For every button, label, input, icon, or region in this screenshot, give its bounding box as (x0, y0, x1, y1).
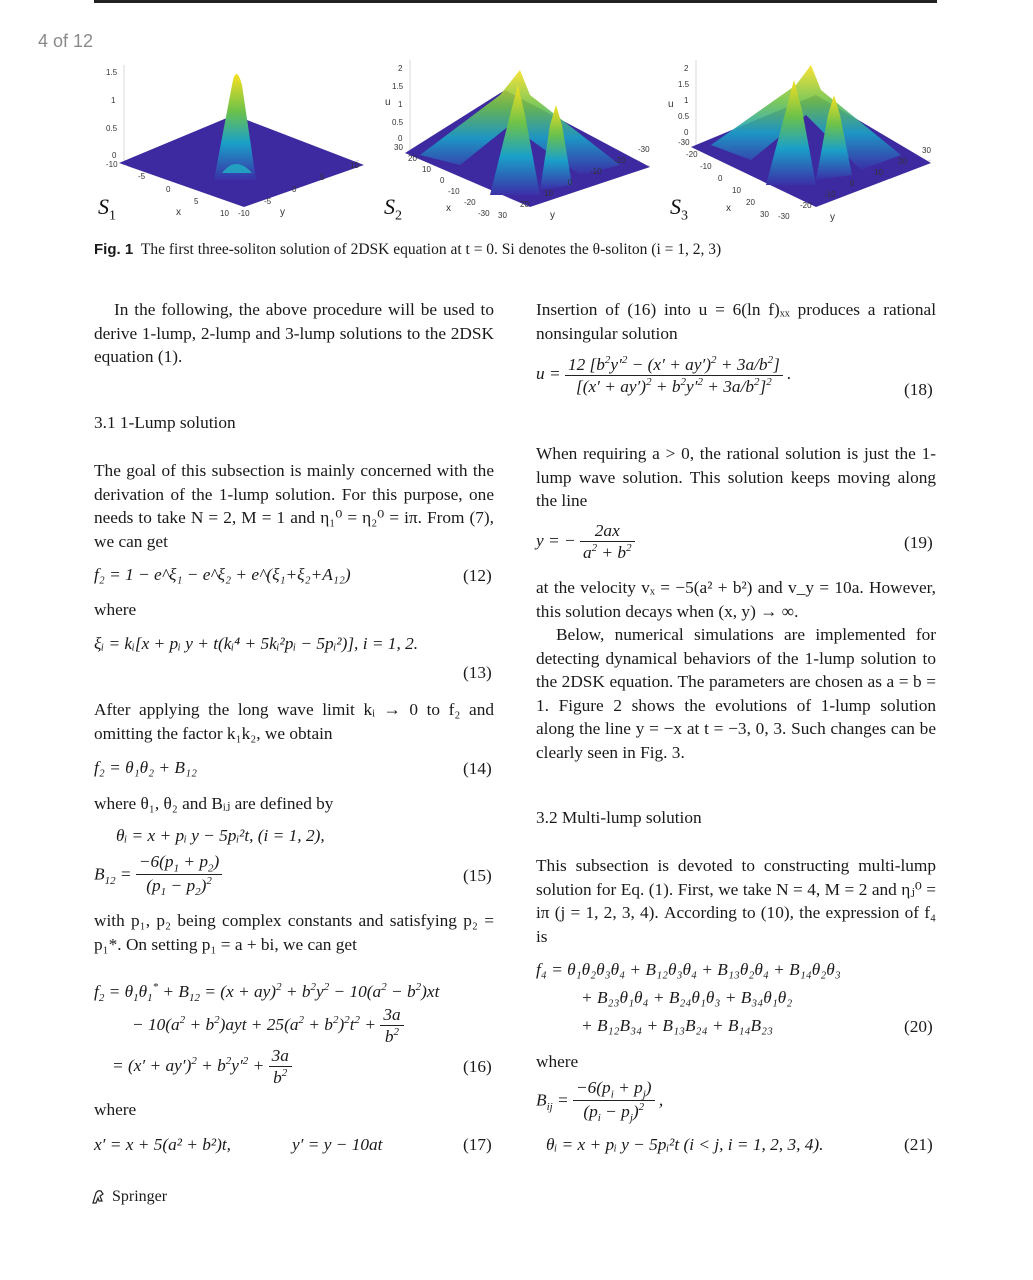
equation-16b: − $10(a^2 + b^2)ayt + 25(a^2 + b^2)^2t^2$ + $\frac{3a}{b^2}$ (132, 1005, 404, 1047)
y-tick: 30 (498, 211, 507, 220)
y-axis-label: y (550, 210, 555, 221)
left-intro: In the following, the above procedure will be used to derive 1-lump, 2-lump and 3-lump solutions to the 2DSK equation (1). (94, 300, 494, 366)
y-tick: 0 (850, 179, 855, 188)
panel-label-s3: $S_3$ (670, 194, 688, 224)
z-axis-label: u (668, 99, 674, 110)
left-para-2: After applying the long wave limit kᵢ → 0 to f₂ and omitting the factor k₁k₂, we obtain (94, 700, 494, 743)
equation-13: ξᵢ = kᵢ[x + pᵢ y + t(kᵢ⁴ + 5kᵢ²pᵢ − 5pᵢ²)], i = 1, 2. (94, 634, 419, 653)
right-para-2: When requiring a > 0, the rational solution is just the 1-lump wave solution. This solution keeps moving along the line (536, 444, 936, 510)
eq-number-18: (18) (904, 380, 933, 399)
where-label-2: where (94, 1100, 137, 1119)
equation-20c: + B₁₂B₃₄ + B₁₃B₂₄ + B₁₄B₂₃ (581, 1016, 774, 1035)
x-tick: 20 (408, 154, 417, 163)
equation-17a: x′ = x + 5(a² + b²)t, (94, 1135, 231, 1154)
z-tick: 1.5 (392, 82, 404, 91)
eq-number-12: (12) (463, 566, 492, 585)
equation-16a: $f_2 = \theta_1\theta_1^* + B_{12} = (x + ay)^2 + b^2y^2 - 10(a^2 - b^2)xt$ (94, 981, 440, 1005)
x-tick: -30 (478, 209, 490, 218)
eq-number-15: (15) (463, 866, 492, 885)
y-tick: 5 (320, 173, 325, 182)
equation-16c: = $(x' + ay')^2 + b^2y'^2$ + $\frac{3a}{b^2}$ (112, 1046, 292, 1088)
publisher-name: Springer (112, 1188, 168, 1205)
section-heading-3-1: 3.1 1-Lump solution (94, 413, 236, 432)
y-tick: -10 (824, 190, 836, 199)
y-tick: -20 (614, 156, 626, 165)
z-axis-label: u (385, 97, 391, 108)
y-tick: 10 (544, 189, 553, 198)
x-tick: 5 (194, 197, 199, 206)
figure-panel-s1 (94, 55, 384, 230)
top-rule (94, 0, 937, 3)
eq-number-19: (19) (904, 533, 933, 552)
equation-20b: + B₂₃θ₁θ₄ + B₂₄θ₁θ₃ + B₃₄θ₁θ₂ (581, 988, 793, 1007)
eq-number-17: (17) (463, 1135, 492, 1154)
z-tick: 1 (111, 96, 116, 105)
x-tick: 10 (220, 209, 229, 218)
springer-horse-icon (90, 1188, 108, 1206)
equation-15b: $B_{12}$ = $\frac{-6(p_1 + p_2)}{(p_1 - p_2)^2}$ (94, 852, 222, 899)
equation-19: y = − $\frac{2ax}{a^2 + b^2}$ (536, 521, 635, 563)
x-tick: -5 (138, 172, 146, 181)
x-tick: 0 (718, 174, 723, 183)
right-para-3: at the velocity vₓ = −5(a² + b²) and v_y = 10a. However, this solution decays when (x, y) → ∞. (536, 578, 936, 621)
z-tick: 1 (684, 96, 689, 105)
right-para-4: Below, numerical simulations are implemented for detecting dynamical behaviors of the 1-lump solution to the 2DSK equation. The parameters are chosen as a = b = 1. Figure 2 shows the evolutions of 1-lump solution along the line y = −x at t = −3, 0, 3. Such changes can be clearly seen in Fig. 3. (536, 625, 936, 762)
y-tick: -10 (238, 209, 250, 218)
publisher-footer (90, 1188, 167, 1206)
y-tick: 20 (520, 200, 529, 209)
where-label: where (94, 600, 137, 619)
z-tick: 0 (112, 151, 117, 160)
z-tick: 2 (398, 64, 403, 73)
right-para-5: This subsection is devoted to constructing multi-lump solution for Eq. (1). First, we take N = 4, M = 2 and ηⱼ⁰ = iπ (j = 1, 2, 3, 4). According to (10), the expression of f₄ is (536, 856, 936, 946)
y-tick: -20 (800, 201, 812, 210)
y-axis-label: y (830, 212, 835, 223)
z-tick: 1.5 (106, 68, 118, 77)
x-tick: 10 (732, 186, 741, 195)
y-tick: -30 (638, 145, 650, 154)
y-tick: 10 (874, 168, 883, 177)
panel-label-s2: $S_2$ (384, 194, 402, 224)
y-tick: -5 (264, 197, 272, 206)
y-tick: -10 (590, 167, 602, 176)
equation-14: f₂ = θ₁θ₂ + B₁₂ (94, 758, 197, 777)
y-tick: 10 (350, 161, 359, 170)
caption-text: The first three-soliton solution of 2DSK equation at t = 0. Si denotes the θ-soliton (i = 1, 2, 3) (140, 241, 722, 258)
z-tick: 1.5 (678, 80, 690, 89)
eq-number-16: (16) (463, 1057, 492, 1076)
z-tick: 0.5 (678, 112, 690, 121)
x-tick: -10 (700, 162, 712, 171)
x-axis-label: x (446, 203, 451, 214)
z-tick: 0 (398, 134, 403, 143)
x-tick: 0 (440, 176, 445, 185)
section-heading-3-2: 3.2 Multi-lump solution (536, 808, 702, 827)
left-para-1: The goal of this subsection is mainly concerned with the derivation of the 1-lump solution. For this purpose, one needs to take N = 2, M = 1 and η₁⁰ = η₂⁰ = iπ. From (7), we can get (94, 461, 494, 551)
right-para-1: Insertion of (16) into u = 6(ln f)ₓₓ produces a rational nonsingular solution (536, 300, 936, 343)
x-tick: 20 (746, 198, 755, 207)
x-tick: -20 (464, 198, 476, 207)
page-indicator: 4 of 12 (38, 31, 94, 51)
x-tick: 30 (760, 210, 769, 219)
z-tick: 0.5 (106, 124, 118, 133)
eq-number-21: (21) (904, 1135, 933, 1154)
z-tick: 0.5 (392, 118, 404, 127)
figure-caption (94, 241, 721, 259)
x-tick: -10 (106, 160, 118, 169)
equation-12: f₂ = 1 − e^ξ₁ − e^ξ₂ + e^(ξ₁+ξ₂+A₁₂) (94, 565, 351, 584)
x-tick: 0 (166, 185, 171, 194)
eq-number-20: (20) (904, 1017, 933, 1036)
equation-21a: $B_{ij}$ = $\frac{-6(p_i + p_j)}{(p_i - p_j)^2}$ , (536, 1078, 664, 1125)
equation-18: u = $\frac{12 [b^2y'^2 - (x' + ay')^2 + 3a/b^2]}{[(x' + ay')^2 + b^2y'^2 + 3a/b^2]^2}$ . (536, 354, 792, 396)
equation-20a: f₄ = θ₁θ₂θ₃θ₄ + B₁₂θ₃θ₄ + B₁₃θ₂θ₄ + B₁₄θ₂θ₃ (536, 960, 841, 979)
y-tick: 20 (898, 157, 907, 166)
x-tick: 10 (422, 165, 431, 174)
y-tick: -30 (778, 212, 790, 221)
y-tick: 0 (292, 185, 297, 194)
figure-panel-s3 (666, 55, 956, 230)
x-axis-label: x (726, 203, 731, 214)
z-tick: 2 (684, 64, 689, 73)
left-para-4: with p₁, p₂ being complex constants and satisfying p₂ = p₁*. On setting p₁ = a + bi, we can get (94, 911, 494, 954)
equation-15a: θᵢ = x + pᵢ y − 5pᵢ²t, (i = 1, 2), (116, 826, 325, 845)
x-tick: 30 (394, 143, 403, 152)
left-para-3: where θ₁, θ₂ and Bᵢⱼ are defined by (94, 794, 334, 813)
caption-label: Fig. 1 (94, 241, 134, 258)
y-tick: 30 (922, 146, 931, 155)
eq-number-14: (14) (463, 759, 492, 778)
panel-label-s1: $S_1$ (98, 194, 116, 224)
equation-17b: y′ = y − 10at (292, 1135, 383, 1154)
x-tick: -10 (448, 187, 460, 196)
z-tick: 0 (684, 128, 689, 137)
where-label-3: where (536, 1052, 579, 1071)
x-axis-label: x (176, 207, 181, 218)
x-tick: -20 (686, 150, 698, 159)
z-tick: 1 (398, 100, 403, 109)
figure-panel-s2 (380, 55, 670, 230)
y-axis-label: y (280, 207, 285, 218)
eq-number-13: (13) (463, 663, 492, 682)
equation-21b: θᵢ = x + pᵢ y − 5pᵢ²t (i < j, i = 1, 2, 3, 4). (546, 1135, 824, 1154)
x-tick: -30 (678, 138, 690, 147)
y-tick: 0 (568, 178, 573, 187)
